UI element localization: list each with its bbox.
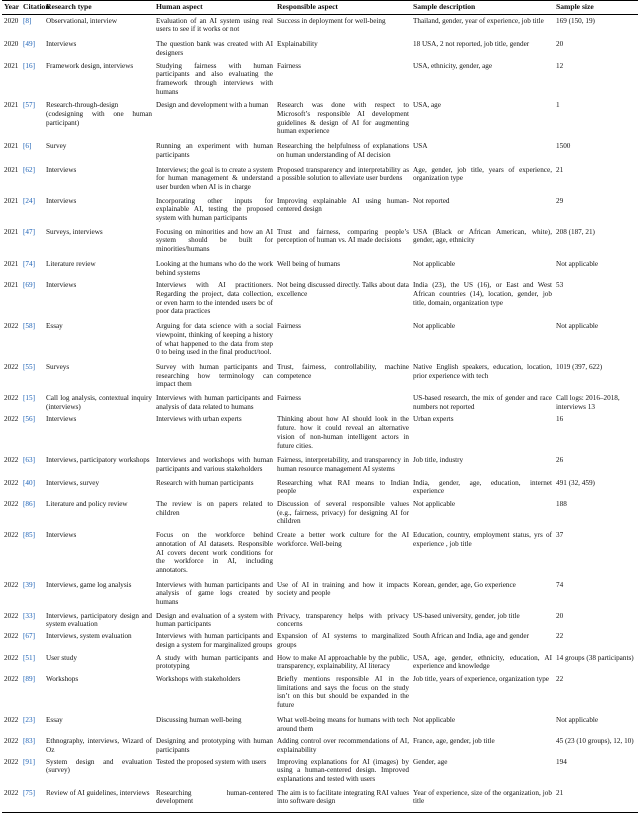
cell-year: 2022 bbox=[4, 611, 19, 620]
cell-year: 2022 bbox=[4, 394, 19, 403]
table-body bbox=[2, 14, 638, 812]
table-row bbox=[2, 62, 638, 102]
cell-research-type: Essay bbox=[46, 322, 63, 331]
cell-responsible-aspect: Expansion of AI systems to marginalized groups bbox=[277, 632, 409, 649]
cell-year: 2022 bbox=[2, 789, 21, 813]
table-row bbox=[2, 40, 638, 61]
cell-citation[interactable]: [57] bbox=[23, 101, 35, 110]
cell-research-type: Essay bbox=[46, 715, 63, 724]
cell-research-type: Research-through-design (codesigning with one human participant) bbox=[46, 101, 152, 127]
cell-responsible-aspect: Adding control over recommendations of AI, explainability bbox=[277, 737, 409, 754]
cell-responsible-aspect: Fairness bbox=[277, 61, 301, 70]
cell-sample-description: Education, country, employment status, yrs of experience , job title bbox=[413, 531, 552, 548]
cell-sample-description: Gender, age bbox=[413, 757, 448, 766]
cell-sample-description: Korean, gender, age, Go experience bbox=[413, 580, 516, 589]
table-row bbox=[2, 142, 638, 165]
cell-human-aspect: The review is on papers related to children bbox=[156, 500, 273, 517]
cell-citation[interactable]: [74] bbox=[23, 259, 35, 268]
cell-citation[interactable]: [33] bbox=[23, 611, 35, 620]
cell-year: 2022 bbox=[4, 531, 19, 540]
cell-citation[interactable]: [8] bbox=[23, 16, 32, 25]
cell-human-aspect: Research with human participants bbox=[156, 478, 254, 487]
cell-research-type: Interviews, survey bbox=[46, 478, 100, 487]
cell-sample-description: Thailand, gender, year of experience, job title bbox=[413, 16, 544, 25]
cell-research-type: System design and evaluation (survey) bbox=[46, 757, 152, 775]
cell-responsible-aspect: Explainability bbox=[277, 40, 318, 49]
table-row bbox=[2, 581, 638, 612]
cell-year: 2022 bbox=[4, 715, 19, 724]
table-row bbox=[2, 166, 638, 197]
cell-research-type: Interviews bbox=[46, 165, 77, 174]
cell-human-aspect: Researching human-centered development bbox=[154, 789, 275, 813]
table-header-row bbox=[2, 1, 638, 15]
table-row bbox=[2, 737, 638, 757]
cell-sample-size: 188 bbox=[556, 500, 567, 509]
cell-citation[interactable]: [49] bbox=[23, 40, 35, 49]
table-row bbox=[2, 758, 638, 789]
cell-year: 2022 bbox=[4, 737, 19, 746]
cell-human-aspect: Focus on the workforce behind annotation of AI datasets. Responsible AI covers decent work conditions for the workforce in AI, including annotators. bbox=[156, 531, 273, 574]
header-sample-description: Sample description bbox=[411, 1, 554, 15]
cell-citation[interactable]: [62] bbox=[23, 165, 35, 174]
table-row bbox=[2, 14, 638, 40]
table-row bbox=[2, 612, 638, 632]
cell-human-aspect: Evaluation of an AI system using real users to see if it works or not bbox=[156, 16, 273, 34]
cell-responsible-aspect: What well-being means for humans with tech around them bbox=[277, 715, 409, 733]
cell-sample-size: 22 bbox=[556, 675, 564, 683]
table-row bbox=[2, 654, 638, 675]
cell-year: 2022 bbox=[4, 580, 19, 589]
cell-citation[interactable]: [24] bbox=[23, 196, 35, 205]
cell-human-aspect: The question bank was created with AI designers bbox=[156, 40, 273, 57]
table-row bbox=[2, 394, 638, 415]
cell-sample-size: 21 bbox=[556, 165, 564, 174]
cell-sample-description: USA (Black or African American, white), gender, age, ethnicity bbox=[413, 227, 552, 245]
cell-citation[interactable]: [47] bbox=[23, 227, 35, 236]
cell-sample-description: France, age, gender, job title bbox=[413, 737, 495, 746]
cell-research-type: User study bbox=[46, 653, 77, 662]
cell-responsible-aspect: Discussion of several responsible values (e.g., fairness, privacy) for designing AI for children bbox=[277, 500, 409, 526]
cell-sample-size: 14 groups (38 participants) bbox=[556, 653, 634, 662]
cell-responsible-aspect: Create a better work culture for the AI workforce. Well-being bbox=[277, 531, 409, 548]
cell-sample-size: Not applicable bbox=[556, 259, 599, 268]
cell-research-type: Interviews bbox=[46, 415, 77, 424]
cell-research-type: Literature review bbox=[46, 259, 96, 268]
cell-responsible-aspect: Fairness, interpretability, and transparency in human resource management AI systems bbox=[277, 456, 409, 473]
cell-sample-description: US-based research, the mix of gender and race numbers not reported bbox=[413, 394, 552, 411]
table-row bbox=[2, 260, 638, 281]
cell-year: 2021 bbox=[4, 281, 19, 290]
cell-sample-description: Not applicable bbox=[413, 715, 456, 724]
cell-human-aspect: Interviews with urban experts bbox=[156, 415, 242, 424]
cell-sample-description: Job title, industry bbox=[413, 456, 464, 465]
cell-sample-size: 12 bbox=[556, 61, 564, 70]
cell-sample-description: US-based university, gender, job title bbox=[413, 611, 520, 620]
cell-sample-size: 74 bbox=[556, 580, 564, 589]
cell-responsible-aspect: Researching the helpfulness of explanations on human understanding of AI decision bbox=[277, 142, 409, 159]
cell-sample-size: Not applicable bbox=[556, 322, 599, 331]
cell-sample-description: India (23), the US (16), or East and West African countries (14), location, gender, job title, domain, organization type bbox=[413, 281, 552, 307]
cell-year: 2021 bbox=[4, 227, 19, 236]
cell-sample-size: 45 (23 (10 groups), 12, 10) bbox=[556, 737, 634, 746]
cell-sample-size: 20 bbox=[556, 40, 564, 49]
cell-citation[interactable]: [15] bbox=[23, 394, 35, 403]
cell-sample-size: 491 (32, 459) bbox=[556, 478, 595, 487]
cell-sample-description: Job title, years of experience, organization type bbox=[413, 675, 549, 683]
header-year: Year bbox=[2, 1, 21, 15]
cell-year: 2022 bbox=[4, 500, 19, 509]
cell-research-type: Surveys, interviews bbox=[46, 227, 103, 236]
cell-sample-size: 169 (150, 19) bbox=[556, 16, 595, 25]
cell-year: 2022 bbox=[4, 415, 19, 424]
cell-year: 2022 bbox=[4, 362, 19, 371]
cell-citation[interactable]: [85] bbox=[23, 531, 35, 540]
cell-sample-description: 18 USA, 2 not reported, job title, gender bbox=[413, 40, 530, 49]
cell-responsible-aspect: Proposed transparency and interpretability as a possible solution to alleviate user burdens bbox=[277, 165, 409, 183]
cell-citation[interactable]: [6] bbox=[23, 142, 32, 151]
cell-human-aspect: Looking at the humans who do the work behind systems bbox=[156, 259, 273, 277]
cell-sample-size: 37 bbox=[556, 531, 564, 540]
cell-sample-size: Call logs: 2016–2018, interviews 13 bbox=[556, 394, 620, 411]
cell-human-aspect: Incorporating other inputs for explainable AI, testing the proposed system with human participants bbox=[156, 196, 273, 223]
header-human-aspect: Human aspect bbox=[154, 1, 275, 15]
cell-year: 2020 bbox=[4, 16, 19, 25]
cell-sample-description: Not applicable bbox=[413, 322, 456, 331]
cell-responsible-aspect: Research was done with respect to Microsoft’s responsible AI development guidelines & design of AI for augmenting human experience bbox=[277, 101, 409, 136]
cell-year: 2021 bbox=[4, 196, 19, 205]
cell-responsible-aspect: Trust and fairness, comparing people’s perception of human vs. AI made decisions bbox=[277, 227, 409, 245]
cell-human-aspect: A study with human participants and prototyping bbox=[156, 653, 273, 671]
table-row bbox=[2, 716, 638, 737]
cell-citation[interactable]: [86] bbox=[23, 500, 35, 509]
cell-responsible-aspect: How to make AI approachable by the public, transparency, explainability, AI literacy bbox=[277, 653, 409, 671]
cell-research-type: Interviews bbox=[46, 281, 77, 290]
cell-human-aspect: Interviews with AI practitioners. Regarding the project, data collection, or even harm to the intended users bc of poor data practices bbox=[156, 281, 273, 316]
cell-sample-description: South African and India, age and gender bbox=[413, 632, 529, 641]
cell-research-type: Interviews, participatory workshops bbox=[46, 456, 150, 465]
cell-sample-description: Year of experience, size of the organization, job title bbox=[411, 789, 554, 813]
cell-responsible-aspect: Improving explainable AI using human-centered design bbox=[277, 196, 409, 214]
cell-responsible-aspect: Improving explanations for AI (images) by using a human-centered design. Improved explanations and tested with users bbox=[277, 757, 409, 784]
cell-research-type: Surveys bbox=[46, 362, 70, 371]
cell-sample-size: 194 bbox=[556, 757, 567, 766]
cell-citation[interactable]: [69] bbox=[23, 281, 35, 290]
cell-responsible-aspect: Briefly mentions responsible AI in the limitations and says the focus on the study isn’t on this but should be expanded in the future bbox=[277, 675, 409, 710]
cell-sample-size: 1019 (397, 622) bbox=[556, 362, 603, 371]
cell-human-aspect: Survey with human participants and researching how terminology can impact them bbox=[156, 362, 273, 389]
table-row bbox=[2, 281, 638, 322]
cell-human-aspect: Interviews and workshops with human participants and various stakeholders bbox=[156, 456, 273, 473]
cell-citation[interactable]: [58] bbox=[23, 322, 35, 331]
cell-sample-description: Not applicable bbox=[413, 259, 456, 268]
cell-year: 2020 bbox=[4, 40, 19, 49]
cell-sample-size: 208 (187, 21) bbox=[556, 227, 595, 236]
cell-research-type: Survey bbox=[46, 142, 67, 151]
header-citation: Citation bbox=[21, 1, 44, 15]
table-row bbox=[2, 101, 638, 142]
table-row bbox=[2, 675, 638, 716]
table-row bbox=[2, 500, 638, 531]
cell-citation[interactable]: [83] bbox=[23, 737, 35, 746]
cell-human-aspect: Design and development with a human bbox=[156, 101, 269, 110]
cell-human-aspect: Interviews with human participants and analysis of data related to humans bbox=[156, 394, 273, 411]
table-row bbox=[2, 632, 638, 653]
cell-research-type: Ethnography, interviews, Wizard of Oz bbox=[46, 737, 152, 754]
cell-sample-size: 1 bbox=[556, 101, 560, 110]
cell-citation[interactable]: [89] bbox=[23, 675, 35, 683]
cell-human-aspect: Interviews with human participants and analysis of game logs created by humans bbox=[156, 580, 273, 607]
cell-research-type: Interviews, system evaluation bbox=[46, 632, 132, 641]
cell-sample-description: Age, gender, job title, years of experience, organization type bbox=[413, 165, 552, 183]
cell-research-type: Interviews, game log analysis bbox=[46, 580, 132, 589]
table-row bbox=[2, 531, 638, 581]
header-research-type: Research type bbox=[44, 1, 154, 15]
cell-human-aspect: Focusing on minorities and how an AI system should be built for minorities/humans bbox=[156, 227, 273, 254]
table-row bbox=[2, 197, 638, 228]
cell-responsible-aspect: Fairness bbox=[277, 394, 301, 403]
cell-citation[interactable]: [51] bbox=[23, 653, 35, 662]
cell-human-aspect: Interviews with human participants and design a system for marginalized groups bbox=[156, 632, 273, 649]
cell-sample-size: 22 bbox=[556, 632, 564, 641]
cell-year: 2021 bbox=[4, 101, 19, 110]
cell-responsible-aspect: Researching what RAI means to Indian people bbox=[277, 478, 409, 496]
cell-sample-size: 20 bbox=[556, 611, 564, 620]
cell-responsible-aspect: Fairness bbox=[277, 322, 301, 331]
cell-human-aspect: Discussing human well-being bbox=[156, 715, 242, 724]
table-row bbox=[2, 363, 638, 394]
cell-citation[interactable]: [67] bbox=[23, 632, 35, 641]
cell-citation[interactable]: [91] bbox=[23, 757, 35, 766]
cell-sample-description: USA, age bbox=[413, 101, 441, 110]
table-row bbox=[2, 322, 638, 363]
cell-responsible-aspect: Not being discussed directly. Talks about data excellence bbox=[277, 281, 409, 298]
header-responsible-aspect: Responsible aspect bbox=[275, 1, 411, 15]
cell-sample-size: 16 bbox=[556, 415, 564, 424]
cell-citation[interactable]: [75] bbox=[21, 789, 44, 813]
cell-sample-description: India, gender, age, education, internet experience bbox=[413, 478, 552, 496]
cell-research-type: Interviews bbox=[46, 40, 77, 49]
cell-sample-description: Urban experts bbox=[413, 415, 454, 424]
cell-human-aspect: Studying fairness with human participants and also evaluating the framework through interviews with humans bbox=[156, 61, 273, 96]
cell-responsible-aspect: The aim is to facilitate integrating RAI values into software design bbox=[275, 789, 411, 813]
cell-research-type: Literature and policy review bbox=[46, 500, 128, 509]
cell-sample-size: Not applicable bbox=[556, 715, 599, 724]
header-sample-size: Sample size bbox=[554, 1, 638, 15]
cell-citation[interactable]: [40] bbox=[23, 478, 35, 487]
cell-sample-size: 29 bbox=[556, 196, 564, 205]
cell-year: 2022 bbox=[4, 478, 19, 487]
cell-sample-size: 26 bbox=[556, 456, 564, 465]
cell-human-aspect: Interviews; the goal is to create a system for human management & understand user burden when AI is in charge bbox=[156, 165, 273, 191]
literature-table bbox=[2, 0, 638, 813]
cell-responsible-aspect: Well being of humans bbox=[277, 259, 341, 268]
cell-citation[interactable]: [16] bbox=[23, 61, 35, 70]
cell-sample-description: Not applicable bbox=[413, 500, 456, 509]
cell-citation[interactable]: [39] bbox=[23, 580, 35, 589]
cell-year: 2021 bbox=[4, 142, 19, 151]
cell-citation[interactable]: [55] bbox=[23, 362, 35, 371]
cell-sample-description: USA bbox=[413, 142, 428, 151]
cell-citation[interactable]: [23] bbox=[23, 715, 35, 724]
table-row bbox=[2, 415, 638, 456]
table-row bbox=[2, 789, 638, 813]
cell-responsible-aspect: Success in deployment for well-being bbox=[277, 16, 386, 25]
cell-human-aspect: Tested the proposed system with users bbox=[156, 757, 267, 766]
cell-research-type: Interviews bbox=[46, 196, 77, 205]
table-row bbox=[2, 456, 638, 478]
cell-human-aspect: Workshops with stakeholders bbox=[156, 675, 241, 683]
cell-research-type: Interviews, participatory design and system evaluation bbox=[46, 611, 152, 629]
cell-research-type: Interviews bbox=[46, 531, 77, 540]
cell-human-aspect: Arguing for data science with a social viewpoint, thinking of keeping a history of what happened to the data from step 0 to being used in the final product/tool. bbox=[156, 322, 273, 357]
cell-year: 2021 bbox=[4, 259, 19, 268]
cell-year: 2021 bbox=[4, 61, 19, 70]
cell-year: 2022 bbox=[4, 322, 19, 331]
cell-year: 2022 bbox=[4, 675, 19, 683]
cell-year: 2022 bbox=[4, 632, 19, 641]
cell-year: 2021 bbox=[4, 165, 19, 174]
cell-year: 2022 bbox=[4, 456, 19, 465]
cell-citation[interactable]: [56] bbox=[23, 415, 35, 424]
cell-research-type: Workshops bbox=[46, 675, 79, 683]
cell-sample-description: Not reported bbox=[413, 196, 450, 205]
cell-year: 2022 bbox=[4, 653, 19, 662]
cell-sample-size: 1500 bbox=[556, 142, 571, 151]
cell-responsible-aspect: Thinking about how AI should look in the future. how it could reveal an alternative vision of non-human intelligent actors in future cities. bbox=[277, 415, 409, 450]
cell-responsible-aspect: Privacy, transparency helps with privacy concerns bbox=[277, 611, 409, 629]
cell-responsible-aspect: Trust, fairness, controllability, machine competence bbox=[277, 362, 409, 380]
cell-human-aspect: Design and evaluation of a system with human participants bbox=[156, 611, 273, 629]
cell-research-type: Review of AI guidelines, interviews bbox=[44, 789, 154, 813]
cell-sample-size: 53 bbox=[556, 281, 564, 290]
table-row bbox=[2, 228, 638, 260]
cell-research-type: Framework design, interviews bbox=[46, 61, 134, 70]
cell-responsible-aspect: Use of AI in training and how it impacts society and people bbox=[277, 580, 409, 598]
cell-sample-description: USA, age, gender, ethnicity, education, AI experience and knowledge bbox=[413, 653, 552, 671]
cell-sample-description: USA, ethnicity, gender, age bbox=[413, 61, 493, 70]
cell-human-aspect: Designing and prototyping with human participants bbox=[156, 737, 273, 754]
cell-human-aspect: Running an experiment with human participants bbox=[156, 142, 273, 159]
cell-year: 2022 bbox=[4, 757, 19, 766]
table-row bbox=[2, 479, 638, 500]
cell-citation[interactable]: [63] bbox=[23, 456, 35, 465]
cell-sample-size: 21 bbox=[554, 789, 638, 813]
cell-sample-description: Native English speakers, education, location, prior experience with tech bbox=[413, 362, 552, 380]
cell-research-type: Observational, interview bbox=[46, 16, 118, 25]
cell-research-type: Call log analysis, contextual inquiry (interviews) bbox=[46, 394, 152, 411]
